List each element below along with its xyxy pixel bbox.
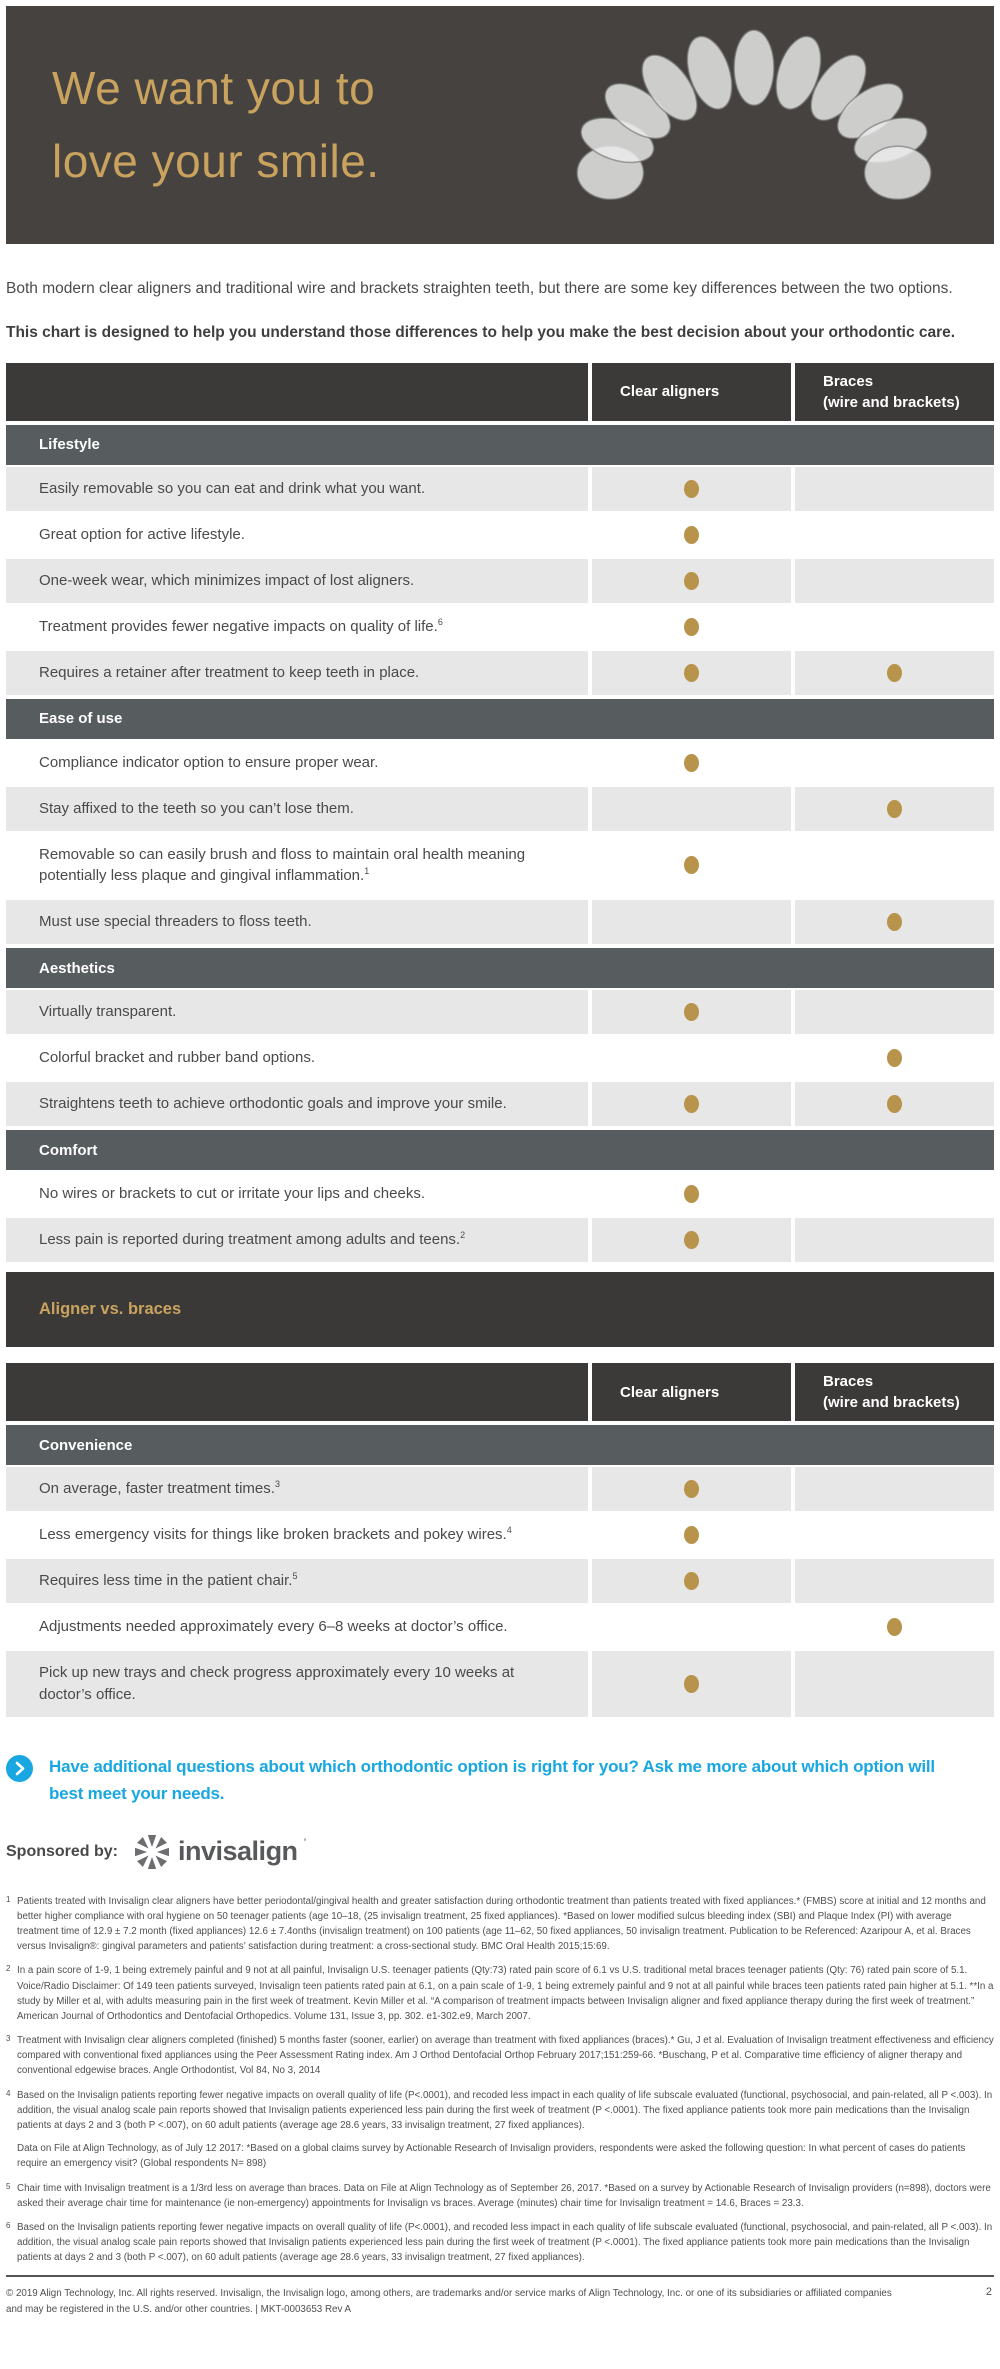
- table-row: [6, 1082, 994, 1126]
- gold-dot: [684, 1526, 699, 1544]
- table-header-row: [6, 1363, 994, 1421]
- sponsored-by-label: Sponsored by:: [6, 1842, 119, 1860]
- row-label: [6, 1467, 588, 1511]
- column-header-braces: [795, 363, 994, 421]
- table-row: [6, 467, 994, 511]
- braces-cell: [795, 1467, 994, 1511]
- table-row: [6, 787, 994, 831]
- row-label-text: Treatment provides fewer negative impacts on quality of life.$^6$: [39, 616, 443, 635]
- gold-dot: [684, 1003, 699, 1021]
- clear-aligners-cell: [592, 1218, 791, 1262]
- braces-cell: [795, 787, 994, 831]
- column-header-braces: [795, 1363, 994, 1421]
- clear-aligners-cell: [592, 467, 791, 511]
- gold-dot: [887, 913, 902, 931]
- row-label-text: On average, faster treatment times.$^3$: [39, 1479, 280, 1498]
- row-label: [6, 900, 588, 944]
- row-label: [6, 513, 588, 557]
- gold-dot: [887, 800, 902, 818]
- braces-cell: [795, 513, 994, 557]
- row-label: [6, 651, 588, 695]
- row-label-text: Stay affixed to the teeth so you can’t lose them.: [39, 799, 354, 817]
- table-row: [6, 990, 994, 1034]
- footnote-text: [17, 1963, 994, 2024]
- footnote: [6, 1894, 994, 1955]
- row-label-text: Requires less time in the patient chair.$^5$: [39, 1571, 298, 1590]
- table-row: [6, 1651, 994, 1717]
- footnote-text: [17, 1894, 994, 1955]
- gold-dot: [684, 856, 699, 874]
- table-header-row: [6, 363, 994, 421]
- clear-aligners-cell: [592, 559, 791, 603]
- row-label-text: One-week wear, which minimizes impact of lost aligners.: [39, 571, 415, 589]
- hero-banner: [6, 6, 994, 244]
- footnote-paragraph: Treatment with Invisalign clear aligners completed (finished) 5 months faster (sooner, earlier) on average than treatment with fixed appliances (braces).* Gu, J et al. Evaluation of Invisalign treatment effectiveness and efficiency compared with conventional fixed appliances using the Peer Assessment Rating index. Am J Orthod Dentofacial Orthop February 2017;151:259-66. *Buschang, P et al. Comparative time efficiency of aligner therapy and conventional edgewise braces. Angle Orthodontist, Vol 84, No 3, 2014: [17, 2035, 994, 2077]
- footnote-marker: 6: [6, 2220, 11, 2230]
- row-label: [6, 787, 588, 831]
- table-row: [6, 559, 994, 603]
- section-header: Convenience: [6, 1425, 994, 1465]
- gold-dot: [684, 1231, 699, 1249]
- braces-cell: [795, 1172, 994, 1216]
- table-row: [6, 1036, 994, 1080]
- clear-aligners-cell: [592, 741, 791, 785]
- page-footer: [6, 2275, 994, 2317]
- clear-aligners-cell: [592, 1605, 791, 1649]
- banner-label: Aligner vs. braces: [39, 1300, 182, 1319]
- footnote-marker: 4: [6, 2088, 11, 2098]
- invisalign-logo: [132, 1832, 306, 1872]
- footnote-paragraph: Patients treated with Invisalign clear aligners have better periodontal/gingival health and greater satisfaction during orthodontic treatment than patients treated with fixed appliances.* (FMBS) score at initial and 12 months and better higher compliance with oral hygiene on 50 teenager patients (age 10–18, (25 invisalign treatment, 25 fixed appliances). *Based on lower modified sulcus bleeding index (SBI) and Plaque Index (PI) with average treatment time of 12.9 ± 7.2 month (fixed appliances) 12.6 ± 7.4onths (invisalign treatment) on 100 patients (age 11–62, 50 fixed appliances, 50 invisalign treatment. Publication to be Referenced: Azaripour A, et al. Braces versus Invisalign®: gingival parameters and patients’ satisfaction during treatment: a cross-sectional study. BMC Oral Health 2015;15:69.: [17, 1895, 986, 1953]
- section-header: Lifestyle: [6, 425, 994, 465]
- footnote-text: [17, 2088, 994, 2172]
- footnote-text: [17, 2220, 994, 2266]
- braces-cell: [795, 1082, 994, 1126]
- comparison-table-1: [6, 363, 994, 1263]
- row-label-text: Compliance indicator option to ensure proper wear.: [39, 753, 379, 771]
- footnote-text: [17, 2033, 994, 2079]
- footnote-marker: 3: [6, 2034, 11, 2044]
- table-row: [6, 513, 994, 557]
- clear-aligners-cell: [592, 1172, 791, 1216]
- braces-cell: [795, 605, 994, 649]
- row-label-text: Straightens teeth to achieve orthodontic goals and improve your smile.: [39, 1095, 507, 1113]
- braces-cell: [795, 559, 994, 603]
- table-row: [6, 605, 994, 649]
- clear-aligners-cell: [592, 1513, 791, 1557]
- footnote: [6, 2033, 994, 2079]
- braces-cell: [795, 651, 994, 695]
- braces-cell: [795, 1513, 994, 1557]
- row-label: [6, 559, 588, 603]
- row-label: [6, 1605, 588, 1649]
- braces-cell: [795, 1036, 994, 1080]
- footnote-marker: 5: [6, 2181, 11, 2191]
- footnote-text: [17, 2181, 994, 2211]
- gold-dot: [684, 1095, 699, 1113]
- footnote-paragraph: Based on the Invisalign patients reporting fewer negative impacts on overall quality of life (P<.0001), and recoded less impact in each quality of life subscale evaluated (functional, psychosocial, and pain-related, all P <.003). In addition, the visual analog scale pain reports showed that Invisalign patients experienced less pain during the first week of treatment (P <.0001). The fixed appliance patients took more pain medications than the Invisalign patients at days 2 and 3 (both P <.007), on 60 adult patients (average age 28.6 years, 33 invisalign treatment, 27 fixed appliances).: [17, 2089, 993, 2131]
- aligner-vs-braces-banner: [6, 1272, 994, 1347]
- gold-dot: [887, 1095, 902, 1113]
- gold-dot: [684, 526, 699, 544]
- hero-title-line2: love your smile.: [52, 134, 380, 187]
- row-label-text: Pick up new trays and check progress approximately every 10 weeks at doctor’s office.: [39, 1664, 515, 1703]
- row-label-text: Removable so can easily brush and floss to maintain oral health meaning potentially less plaque and gingival inflammation.$^1$: [39, 845, 526, 885]
- braces-cell: [795, 900, 994, 944]
- column-header-clear-aligners: Clear aligners: [592, 363, 791, 421]
- footnote-marker: 2: [6, 1964, 11, 1974]
- table-row: [6, 833, 994, 899]
- gold-dot: [684, 618, 699, 636]
- gold-dot: [684, 572, 699, 590]
- row-label-text: Requires a retainer after treatment to keep teeth in place.: [39, 663, 420, 681]
- footnote-paragraph: Data on File at Align Technology, as of July 12 2017: *Based on a global claims survey by Actionable Research of Invisalign providers, respondents were asked the following question: In what percent of cases do patients require an emergency visit? (Global respondents N= 898): [17, 2143, 966, 2170]
- table-row: [6, 1218, 994, 1262]
- section-header: Aesthetics: [6, 948, 994, 988]
- clear-aligners-cell: [592, 1467, 791, 1511]
- table-row: [6, 1467, 994, 1511]
- footnote-paragraph: Based on the Invisalign patients reporting fewer negative impacts on overall quality of life (P<.0001), and recoded less impact in each quality of life subscale evaluated (functional, psychosocial, and pain-related, all P <.003). In addition, the visual analog scale pain reports showed that Invisalign patients experienced less pain during the first week of treatment (P <.0001). The fixed appliance patients took more pain medications than the Invisalign patients at days 2 and 3 (both P <.007), on 60 adult patients (average age 28.6 years, 33 invisalign treatment, 27 fixed appliances).: [17, 2221, 993, 2264]
- table-row: [6, 741, 994, 785]
- row-label: [6, 605, 588, 649]
- table-header-empty-cell: [6, 1363, 588, 1421]
- chart-purpose-paragraph: This chart is designed to help you understand those differences to help you make the best decision about your orthodontic care.: [6, 324, 956, 342]
- clear-aligners-cell: [592, 513, 791, 557]
- copyright-text: © 2019 Align Technology, Inc. All rights reserved. Invisalign, the Invisalign logo, among others, are trademarks and/or service marks of Align Technology, Inc. or one of its subsidiaries or affiliated companies and may be registered in the U.S. and/or other countries. | MKT-0003653 Rev A: [6, 2288, 892, 2316]
- clear-aligners-cell: [592, 833, 791, 899]
- starburst-icon: [132, 1832, 172, 1872]
- clear-aligners-cell: [592, 990, 791, 1034]
- table-header-empty-cell: [6, 363, 588, 421]
- table-row: [6, 900, 994, 944]
- clear-aligners-cell: [592, 1559, 791, 1603]
- braces-cell: [795, 1605, 994, 1649]
- row-label: [6, 741, 588, 785]
- footnote: [6, 2220, 994, 2266]
- footnote: [6, 2088, 994, 2172]
- row-label-text: Easily removable so you can eat and drink what you want.: [39, 479, 426, 497]
- gold-dot: [887, 664, 902, 682]
- page-number: 2: [985, 2286, 992, 2299]
- row-label: [6, 1651, 588, 1717]
- row-label: [6, 990, 588, 1034]
- braces-cell: [795, 467, 994, 511]
- clear-aligners-cell: [592, 605, 791, 649]
- invisalign-wordmark: invisalign: [178, 1836, 298, 1867]
- row-label-text: Less emergency visits for things like broken brackets and pokey wires.$^4$: [39, 1525, 512, 1544]
- braces-header-line1: Braces: [823, 372, 874, 390]
- braces-header-line2: (wire and brackets): [823, 393, 960, 411]
- row-label-text: Virtually transparent.: [39, 1003, 177, 1021]
- hero-title-line1: We want you to: [52, 62, 376, 114]
- braces-cell: [795, 1651, 994, 1717]
- braces-cell: [795, 1559, 994, 1603]
- row-label-text: Colorful bracket and rubber band options.: [39, 1049, 316, 1067]
- row-label: [6, 833, 588, 899]
- clear-aligners-cell: [592, 651, 791, 695]
- footnote: [6, 2181, 994, 2211]
- column-header-clear-aligners: Clear aligners: [592, 1363, 791, 1421]
- table-row: [6, 1513, 994, 1557]
- braces-cell: [795, 990, 994, 1034]
- gold-dot: [684, 664, 699, 682]
- table-row: [6, 1559, 994, 1603]
- footnote-paragraph: In a pain score of 1-9, 1 being extremely painful and 9 not at all painful, Invisalign U.S. teenager patients (Qty:73) rated pain score of 6.1 vs U.S. traditional metal braces teenager patients (Qty: 76) rated pain score of 5.1. Voice/Radio Disclaimer: Of 149 teen patients surveyed, Invisalign teen patients rated pain at 6.1, on a pain scale of 1-9, 1 being extremely painful and 9 not at all painful while braces teen patients rated pain higher at 5.1. **In a study by Miller et al, with adults measuring pain in the first week of treatment. Kevin Miller et al. “A comparison of treatment impacts between Invisalign aligner and fixed appliance therapy during the first week of treatment.” American Journal of Orthodontics and Dentofacial Orthopedics. Volume 131, Issue 3, pp. 302. e1-302.e9, March 2007.: [17, 1965, 994, 2022]
- braces-header-line2: (wire and brackets): [823, 1394, 960, 1412]
- cta-text: Have additional questions about which orthodontic option is right for you? Ask me more about which option will best meet your needs.: [49, 1756, 935, 1804]
- braces-cell: [795, 833, 994, 899]
- comparison-table-2: [6, 1363, 994, 1717]
- cta: [6, 1753, 994, 1808]
- table-row: [6, 1172, 994, 1216]
- section-header: Comfort: [6, 1130, 994, 1170]
- braces-cell: [795, 741, 994, 785]
- row-label: [6, 1513, 588, 1557]
- table-row: [6, 651, 994, 695]
- gold-dot: [684, 480, 699, 498]
- clear-aligners-cell: [592, 1651, 791, 1717]
- clear-aligners-cell: [592, 787, 791, 831]
- row-label: [6, 1082, 588, 1126]
- row-label: [6, 1172, 588, 1216]
- row-label-text: Less pain is reported during treatment among adults and teens.$^2$: [39, 1230, 466, 1249]
- arrow-circle-icon: [6, 1753, 33, 1787]
- clear-aligners-cell: [592, 1082, 791, 1126]
- gold-dot: [684, 1675, 699, 1693]
- trademark-mark: ’: [303, 1835, 307, 1850]
- sponsor-row: [6, 1832, 994, 1872]
- row-label-text: Great option for active lifestyle.: [39, 525, 245, 543]
- footnotes: [6, 1894, 994, 2266]
- gold-dot: [684, 1572, 699, 1590]
- row-label: [6, 467, 588, 511]
- gold-dot: [684, 1480, 699, 1498]
- section-header: Ease of use: [6, 699, 994, 739]
- table-row: [6, 1605, 994, 1649]
- row-label: [6, 1036, 588, 1080]
- gold-dot: [887, 1618, 902, 1636]
- footnote: [6, 1963, 994, 2024]
- row-label: [6, 1559, 588, 1603]
- footnote-paragraph: Chair time with Invisalign treatment is a 1/3rd less on average than braces. Data on File at Align Technology as of September 26, 2017. *Based on a survey by Actionable Research of Invisalign providers (n=898), doctors were asked their average chair time for maintenance (ie non-emergency) appointments for Invisalign vs braces. Average (minutes) chair time for Invisalign treatment = 14.6, Braces = 23.3.: [17, 2182, 991, 2209]
- row-label-text: Adjustments needed approximately every 6–8 weeks at doctor’s office.: [39, 1618, 508, 1636]
- gold-dot: [684, 1185, 699, 1203]
- clear-aligners-cell: [592, 1036, 791, 1080]
- clear-aligners-cell: [592, 900, 791, 944]
- gold-dot: [684, 754, 699, 772]
- row-label: [6, 1218, 588, 1262]
- clear-aligner-image: [544, 16, 964, 241]
- gold-dot: [887, 1049, 902, 1067]
- braces-cell: [795, 1218, 994, 1262]
- braces-header-line1: Braces: [823, 1373, 874, 1391]
- intro-paragraph: Both modern clear aligners and traditional wire and brackets straighten teeth, but there are some key differences between the two options.: [6, 280, 953, 297]
- row-label-text: Must use special threaders to floss teeth.: [39, 913, 312, 931]
- row-label-text: No wires or brackets to cut or irritate your lips and cheeks.: [39, 1185, 425, 1203]
- footnote-marker: 1: [6, 1894, 11, 1904]
